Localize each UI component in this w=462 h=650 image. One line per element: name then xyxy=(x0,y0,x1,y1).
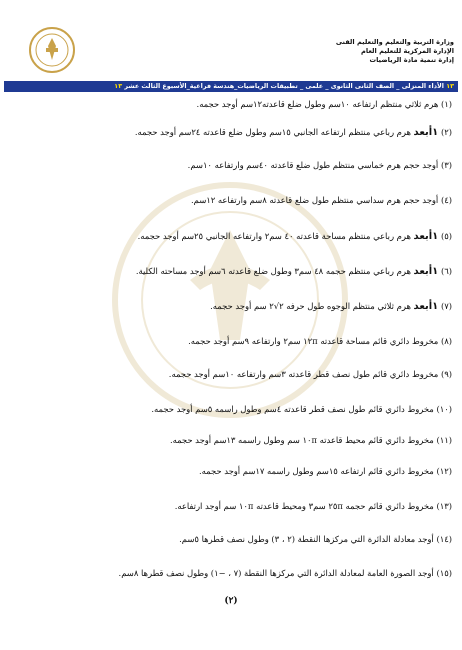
page-header xyxy=(0,0,462,78)
question-text: مخروط دائري قائم طول نصف قطر قاعدته ٣سم وارتفاعه ١٠سم أوجد حجمه. xyxy=(168,369,439,379)
ministry-line: إدارة تنمية مادة الرياضيات xyxy=(369,56,454,64)
question-number: (١٥) xyxy=(436,568,452,578)
question-text: مخروط دائري قائم مساحة قاعدته ١٢π سم٢ وارتفاعه ٩سم أوجد حجمه. xyxy=(188,336,439,346)
question-item xyxy=(6,195,452,206)
question-number: (١٣) xyxy=(436,501,452,511)
question-number: (٥) xyxy=(440,231,452,241)
question-text: مخروط دائري قائم ارتفاعه ١٥سم وطول راسمه ١٧سم أوجد حجمه. xyxy=(198,466,434,476)
question-tag: ١أبعد xyxy=(413,127,439,138)
ministry-name-block xyxy=(194,38,454,65)
question-number: (١٠) xyxy=(436,404,452,414)
question-text: أوجد حجم هرم سداسي منتظم طول ضلع قاعدته ٨سم وارتفاعه ١٢سم. xyxy=(191,195,439,205)
question-text: هرم رباعي منتظم مساحة قاعدته ٤٠ سم٢ وارتفاعه الجانبي ٢٥سم أوجد حجمه. xyxy=(137,231,411,241)
ministry-seal-logo xyxy=(28,26,76,74)
banner-number: ١٣ xyxy=(446,82,454,90)
question-number: (١٤) xyxy=(436,534,452,544)
question-item xyxy=(6,99,452,110)
worksheet-title-banner xyxy=(4,81,458,92)
question-item xyxy=(6,127,452,138)
question-number: (٣) xyxy=(440,160,452,170)
question-item xyxy=(6,466,452,477)
question-item xyxy=(6,435,452,446)
question-number: (٨) xyxy=(440,336,452,346)
question-number: (٤) xyxy=(440,195,452,205)
ministry-line: الإدارة المركزية للتعليم العام xyxy=(361,47,454,55)
question-text: هرم ثلاثي منتظم الوجوه طول حرفه ٢√٢ سم أوجد حجمه. xyxy=(210,301,411,311)
question-text: أوجد الصورة العامة لمعادلة الدائرة التي مركزها النقطة (٧ ، −١) وطول نصف قطرها ٨سم. xyxy=(118,568,434,578)
question-item xyxy=(6,301,452,312)
question-text: مخروط دائري قائم حجمه ٢٥π سم٣ ومحيط قاعدته ١٠π سم أوجد ارتفاعه. xyxy=(174,501,434,511)
question-item xyxy=(6,568,452,579)
question-item xyxy=(6,231,452,242)
banner-text: الأداء المنزلى _ الصف الثانى الثانوى _ علمى _ تطبيقات الرياضيات_هندسة فراغية_الأسبوع الثالث عشر xyxy=(124,82,444,90)
question-text: هرم رباعي منتظم ارتفاعه الجانبي ١٥سم وطول ضلع قاعدته ٢٤سم أوجد حجمه. xyxy=(134,127,411,137)
question-tag: ١أبعد xyxy=(413,301,439,312)
banner-number-end: ١٣ xyxy=(114,82,123,90)
question-tag: ١أبعد xyxy=(413,231,439,242)
question-number: (٦) xyxy=(440,266,452,276)
question-text: هرم رباعي منتظم حجمه ٤٨ سم٣ وطول ضلع قاعدته ٦سم أوجد مساحته الكلية. xyxy=(135,266,411,276)
question-item xyxy=(6,369,452,380)
question-text: مخروط دائري قائم طول نصف قطر قاعدته ٤سم وطول راسمه ٥سم أوجد حجمه. xyxy=(151,404,434,414)
ministry-line: وزارة التربية والتعليم والتعليم الفنى xyxy=(335,38,454,46)
question-item xyxy=(6,336,452,347)
question-item xyxy=(6,266,452,277)
question-text: هرم ثلاثي منتظم ارتفاعه ١٠سم وطول ضلع قاعدته١٢سم أوجد حجمه. xyxy=(196,99,439,109)
question-number: (١١) xyxy=(436,435,452,445)
question-tag: ١أبعد xyxy=(413,266,439,277)
ministry-watermark-logo xyxy=(110,170,350,430)
question-item xyxy=(6,160,452,171)
question-number: (٩) xyxy=(440,369,452,379)
question-number: (٧) xyxy=(440,301,452,311)
question-number: (٢) xyxy=(440,127,452,137)
question-number: (١٢) xyxy=(436,466,452,476)
question-text: مخروط دائري قائم محيط قاعدته ١٠π سم وطول راسمه ١٣سم أوجد حجمه. xyxy=(169,435,434,445)
question-item xyxy=(6,501,452,512)
question-text: أوجد حجم هرم خماسي منتظم طول ضلع قاعدته ٤٠سم وارتفاعه ١٠سم. xyxy=(187,160,439,170)
question-text: أوجد معادلة الدائرة التي مركزها النقطة (٢ ، ٣) وطول نصف قطرها ٥سم. xyxy=(179,534,434,544)
page-number: (٢) xyxy=(224,596,238,606)
question-item xyxy=(6,534,452,545)
question-item xyxy=(6,404,452,415)
question-number: (١) xyxy=(440,99,452,109)
